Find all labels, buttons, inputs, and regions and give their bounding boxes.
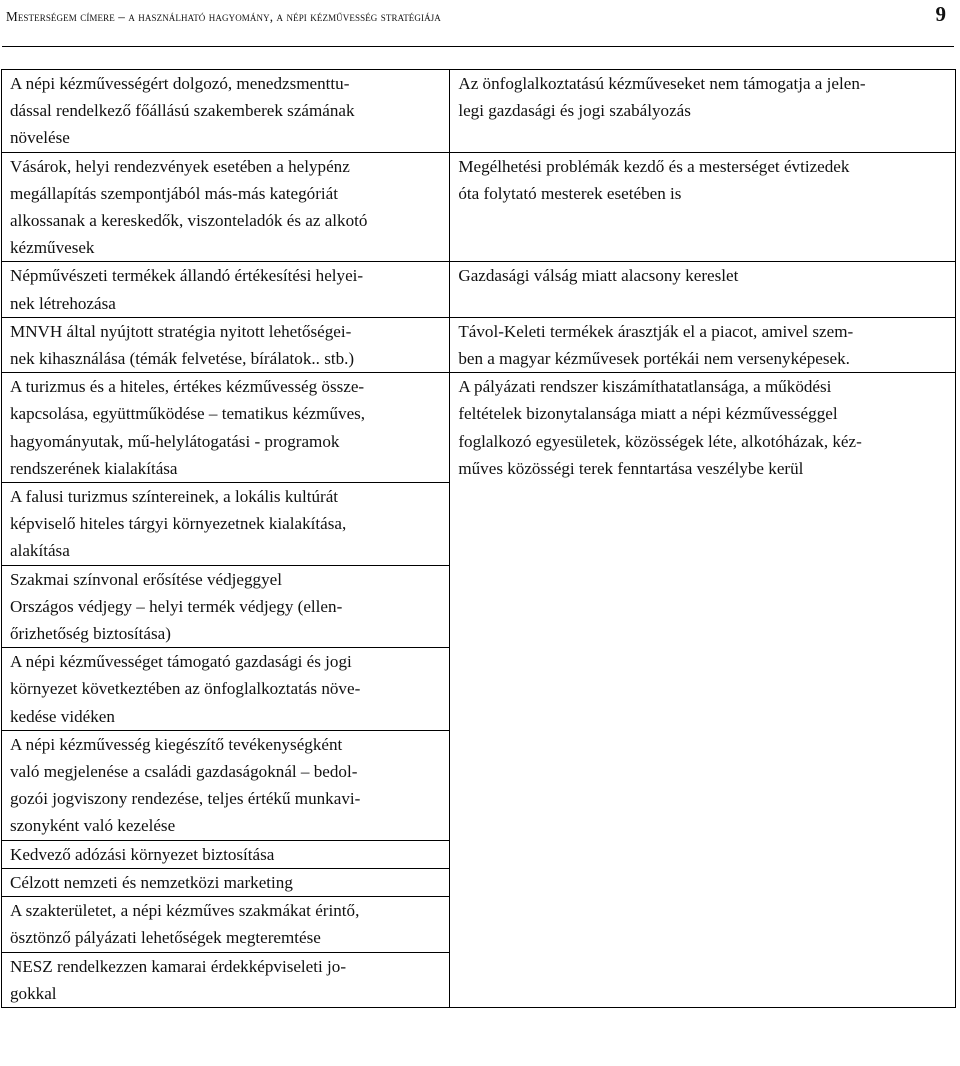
- left-cell: [2, 70, 450, 153]
- cell-line: A turizmus és a hiteles, értékes kézművesség össze-: [10, 377, 365, 397]
- right-cell: [450, 70, 956, 153]
- header-divider: [2, 46, 954, 47]
- cell-line: műves közösségi terek fenntartása veszélybe kerül: [458, 458, 804, 478]
- cell-line: való megjelenése a családi gazdaságoknál – bedol-: [10, 762, 358, 782]
- table-row: [2, 317, 956, 372]
- cell-line: ösztönző pályázati lehetőségek megteremtése: [10, 928, 321, 948]
- cell-line: ben a magyar kézművesek portékái nem versenyképesek.: [458, 349, 850, 369]
- left-cell: [2, 262, 450, 317]
- cell-line: alkossanak a kereskedők, viszonteladók és az alkotó: [10, 211, 368, 231]
- cell-line: képviselő hiteles tárgyi környezetnek kialakítása,: [10, 514, 347, 534]
- cell-line: növelése: [10, 128, 70, 148]
- cell-line: hagyományutak, mű-helylátogatási - programok: [10, 431, 340, 451]
- cell-line: A szakterületet, a népi kézműves szakmákat érintő,: [10, 901, 360, 921]
- left-cell: [2, 952, 450, 1007]
- cell-line: NESZ rendelkezzen kamarai érdekképviseleti jo-: [10, 956, 347, 976]
- cell-line: alakítása: [10, 541, 70, 561]
- left-cell: [2, 868, 450, 896]
- page-header: [6, 2, 952, 26]
- cell-line: őrizhetőség biztosítása): [10, 624, 171, 644]
- cell-line: legi gazdasági és jogi szabályozás: [458, 101, 691, 121]
- cell-line: környezet következtében az önfoglalkoztatás növe-: [10, 679, 361, 699]
- cell-line: Országos védjegy – helyi termék védjegy (ellen-: [10, 596, 343, 616]
- cell-line: feltételek bizonytalansága miatt a népi kézművességgel: [458, 404, 838, 424]
- cell-line: Szakmai színvonal erősítése védjeggyel: [10, 569, 282, 589]
- table-row: [2, 262, 956, 317]
- swot-table: [1, 69, 956, 1008]
- running-title: Mesterségem címere – a használható hagyomány, a népi kézművesség stratégiája: [6, 9, 441, 24]
- cell-line: Vásárok, helyi rendezvények esetében a helypénz: [10, 156, 350, 176]
- right-cell: [450, 262, 956, 317]
- cell-line: dással rendelkező főállású szakemberek számának: [10, 101, 355, 121]
- cell-line: gokkal: [10, 983, 57, 1003]
- cell-line: gozói jogviszony rendezése, teljes értékű munkavi-: [10, 789, 361, 809]
- cell-line: A pályázati rendszer kiszámíthatatlansága, a működési: [458, 377, 832, 397]
- table-row: [2, 373, 956, 483]
- table-row: [2, 152, 956, 262]
- cell-line: kedése vidéken: [10, 706, 115, 726]
- left-cell: [2, 317, 450, 372]
- cell-line: szonyként való kezelése: [10, 816, 176, 836]
- cell-line: A népi kézművesség kiegészítő tevékenységként: [10, 734, 343, 754]
- right-cell: [450, 152, 956, 262]
- cell-line: Megélhetési problémák kezdő és a mesterséget évtizedek: [458, 156, 850, 176]
- cell-line: foglalkozó egyesületek, közösségek léte, alkotóházak, kéz-: [458, 431, 862, 451]
- cell-line: óta folytató mesterek esetében is: [458, 183, 682, 203]
- cell-line: Célzott nemzeti és nemzetközi marketing: [10, 872, 293, 892]
- left-cell: [2, 565, 450, 648]
- left-cell: [2, 483, 450, 566]
- right-cell: [450, 317, 956, 372]
- table-row: [2, 70, 956, 153]
- cell-line: Gazdasági válság miatt alacsony kereslet: [458, 266, 739, 286]
- cell-line: Kedvező adózási környezet biztosítása: [10, 844, 275, 864]
- cell-line: A népi kézművességért dolgozó, menedzsmenttu-: [10, 74, 350, 93]
- cell-line: kézművesek: [10, 238, 95, 258]
- left-cell: [2, 840, 450, 868]
- cell-line: MNVH által nyújtott stratégia nyitott lehetőségei-: [10, 321, 352, 341]
- right-cell: [450, 373, 956, 1008]
- cell-line: Az önfoglalkoztatású kézműveseket nem támogatja a jelen-: [458, 74, 866, 93]
- page-number: 9: [935, 2, 946, 26]
- cell-line: A népi kézművességet támogató gazdasági és jogi: [10, 652, 352, 672]
- cell-line: Távol-Keleti termékek árasztják el a piacot, amivel szem-: [458, 321, 854, 341]
- cell-line: Népművészeti termékek állandó értékesítési helyei-: [10, 266, 364, 286]
- left-cell: [2, 730, 450, 840]
- left-cell: [2, 648, 450, 731]
- cell-line: A falusi turizmus színtereinek, a lokális kultúrát: [10, 487, 339, 507]
- left-cell: [2, 152, 450, 262]
- cell-line: nek létrehozása: [10, 293, 116, 313]
- left-cell: [2, 373, 450, 483]
- cell-line: nek kihasználása (témák felvetése, bírálatok.. stb.): [10, 349, 355, 369]
- cell-line: kapcsolása, együttműködése – tematikus kézműves,: [10, 404, 366, 424]
- cell-line: rendszerének kialakítása: [10, 458, 178, 478]
- cell-line: megállapítás szempontjából más-más kategóriát: [10, 183, 339, 203]
- left-cell: [2, 897, 450, 952]
